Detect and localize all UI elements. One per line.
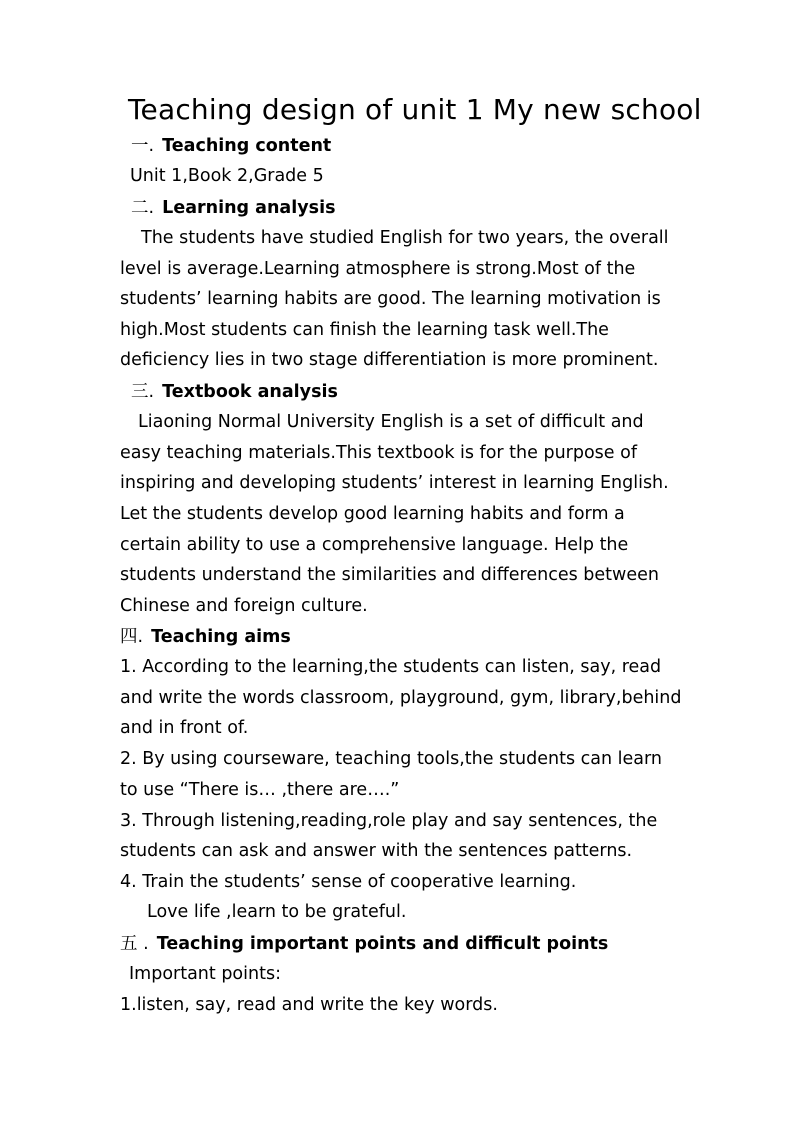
paragraph-line: Liaoning Normal University English is a set of difficult and — [138, 412, 644, 432]
paragraph-line: students understand the similarities and differences between — [120, 565, 659, 585]
section-number: 三. — [131, 382, 155, 402]
section-heading-teaching-content — [131, 134, 331, 158]
section-number: 四. — [120, 627, 144, 647]
section-heading-text: Learning analysis — [162, 198, 336, 218]
paragraph-line: 3. Through listening,reading,role play and say sentences, the — [120, 811, 658, 831]
paragraph-line: level is average.Learning atmosphere is strong.Most of the — [120, 259, 636, 279]
paragraph-line: high.Most students can finish the learning task well.The — [120, 320, 609, 340]
paragraph-line: 1. According to the learning,the students can listen, say, read — [120, 657, 662, 677]
section-heading-teaching-aims — [120, 625, 291, 649]
section-heading-text: Teaching aims — [151, 627, 291, 647]
paragraph-line: Unit 1,Book 2,Grade 5 — [130, 166, 324, 186]
paragraph-line: Let the students develop good learning habits and form a — [120, 504, 625, 524]
section-heading-text: Textbook analysis — [162, 382, 338, 402]
section-heading-text: Teaching important points and difficult points — [156, 934, 609, 954]
paragraph-line: and in front of. — [120, 718, 249, 738]
section-number: 一. — [131, 136, 155, 156]
section-heading-textbook-analysis — [131, 380, 338, 404]
paragraph-line: 2. By using courseware, teaching tools,the students can learn — [120, 749, 662, 769]
paragraph-line: certain ability to use a comprehensive language. Help the — [120, 535, 629, 555]
paragraph-line: 4. Train the students’ sense of cooperative learning. — [120, 872, 577, 892]
document-title: Teaching design of unit 1 My new school — [128, 93, 702, 126]
paragraph-line: to use “There is… ,there are….” — [120, 780, 400, 800]
section-heading-important-points — [120, 932, 608, 956]
paragraph-line: The students have studied English for two years, the overall — [141, 228, 669, 248]
paragraph-line: deficiency lies in two stage differentiation is more prominent. — [120, 350, 659, 370]
section-number: 二. — [131, 198, 155, 218]
paragraph-line: students can ask and answer with the sentences patterns. — [120, 841, 633, 861]
section-heading-learning-analysis — [131, 196, 335, 220]
section-number: 五 . — [120, 934, 149, 954]
paragraph-line: students’ learning habits are good. The learning motivation is — [120, 289, 661, 309]
paragraph-line: and write the words classroom, playground, gym, library,behind — [120, 688, 682, 708]
paragraph-line: Love life ,learn to be grateful. — [147, 902, 407, 922]
paragraph-line: easy teaching materials.This textbook is for the purpose of — [120, 443, 637, 463]
paragraph-line: Important points: — [129, 964, 281, 984]
paragraph-line: inspiring and developing students’ interest in learning English. — [120, 473, 669, 493]
paragraph-line: Chinese and foreign culture. — [120, 596, 368, 616]
section-heading-text: Teaching content — [162, 136, 332, 156]
paragraph-line: 1.listen, say, read and write the key words. — [120, 995, 498, 1015]
